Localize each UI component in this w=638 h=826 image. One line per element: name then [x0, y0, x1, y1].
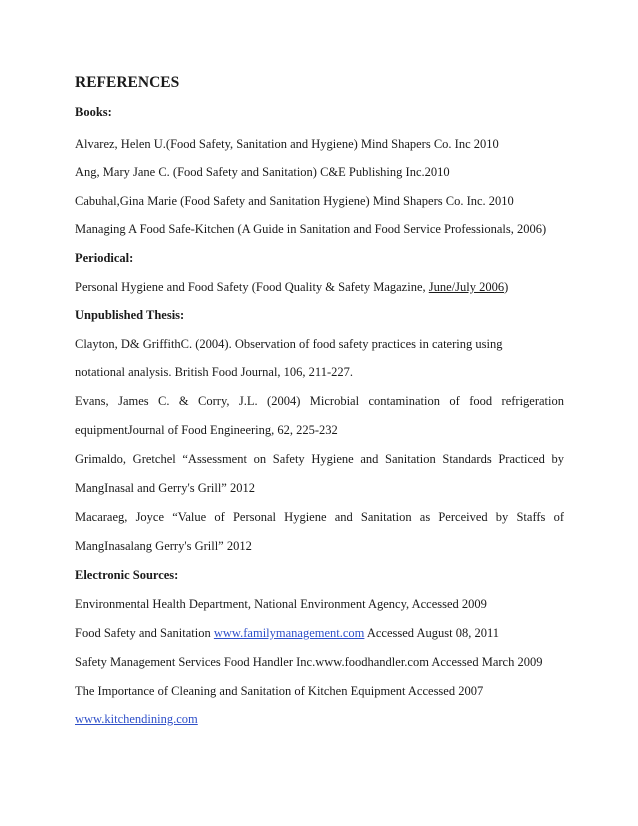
thesis-line-1: Clayton, D& GriffithC. (2004). Observation of food safety practices in catering using — [75, 337, 503, 351]
thesis-line-3: Evans, James C. & Corry, J.L. (2004) Microbial contamination of food refrigeration — [75, 394, 564, 408]
periodical-heading: Periodical: — [75, 251, 134, 265]
thesis-line-8: MangInasalang Gerry's Grill” 2012 — [75, 539, 252, 553]
thesis-line-2: notational analysis. British Food Journal, 106, 211-227. — [75, 365, 353, 379]
electronic-heading: Electronic Sources: — [75, 568, 179, 582]
electronic-reference-1: Environmental Health Department, National Environment Agency, Accessed 2009 — [75, 597, 487, 611]
books-heading: Books: — [75, 105, 112, 119]
book-reference-3: Cabuhal,Gina Marie (Food Safety and Sanitation Hygiene) Mind Shapers Co. Inc. 2010 — [75, 194, 514, 208]
page-title: REFERENCES — [75, 74, 180, 91]
periodical-date: June/July 2006 — [428, 280, 505, 294]
electronic-reference-5 — [75, 711, 198, 727]
thesis-line-7: Macaraeg, Joyce “Value of Personal Hygiene and Sanitation as Perceived by Staffs of — [75, 510, 564, 524]
book-reference-1: Alvarez, Helen U.(Food Safety, Sanitation and Hygiene) Mind Shapers Co. Inc 2010 — [75, 137, 499, 151]
periodical-text: Personal Hygiene and Food Safety (Food Quality & Safety Magazine, — [75, 280, 429, 294]
electronic-reference-2-text: Food Safety and Sanitation — [75, 626, 214, 640]
familymanagement-link[interactable]: www.familymanagement.com — [213, 626, 365, 640]
periodical-reference — [75, 279, 508, 295]
electronic-reference-3: Safety Management Services Food Handler Inc.www.foodhandler.com Accessed March 2009 — [75, 655, 543, 669]
electronic-reference-4: The Importance of Cleaning and Sanitation of Kitchen Equipment Accessed 2007 — [75, 684, 484, 698]
periodical-close: ) — [504, 280, 509, 294]
book-reference-2: Ang, Mary Jane C. (Food Safety and Sanitation) C&E Publishing Inc.2010 — [75, 165, 450, 179]
thesis-heading: Unpublished Thesis: — [75, 308, 185, 322]
book-reference-4: Managing A Food Safe-Kitchen (A Guide in Sanitation and Food Service Professionals, 2006) — [75, 222, 547, 236]
kitchendining-link[interactable]: www.kitchendining.com — [75, 712, 198, 726]
electronic-reference-2-accessed: Accessed August 08, 2011 — [364, 626, 500, 640]
thesis-line-4: equipmentJournal of Food Engineering, 62, 225-232 — [75, 423, 338, 437]
thesis-line-6: MangInasal and Gerry's Grill” 2012 — [75, 481, 255, 495]
electronic-reference-2 — [75, 625, 499, 641]
thesis-line-5: Grimaldo, Gretchel “Assessment on Safety Hygiene and Sanitation Standards Practiced by — [75, 452, 564, 466]
